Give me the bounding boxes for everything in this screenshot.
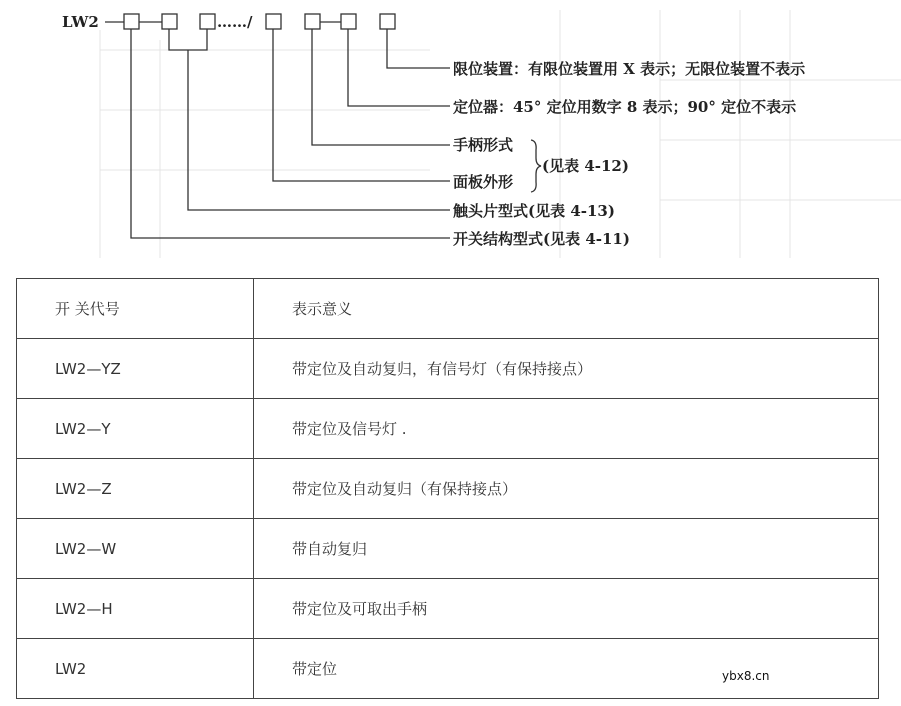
code-dots: ……/: [217, 13, 253, 31]
label-panel-shape: 面板外形: [453, 173, 514, 191]
table-row: [17, 399, 879, 459]
cell-meaning: 带自动复归: [254, 519, 879, 579]
cell-meaning: 带定位及自动复归，有信号灯（有保持接点）: [254, 339, 879, 399]
cell-code: LW2: [17, 639, 254, 699]
cell-meaning: 带定位及信号灯 .: [254, 399, 879, 459]
cell-code: LW2—W: [17, 519, 254, 579]
label-positioner: 定位器：45° 定位用数字 8 表示；90° 定位不表示: [453, 98, 797, 116]
code-box-2: [162, 14, 177, 29]
leader-limit-device: [387, 29, 450, 68]
leader-contact-piece: [188, 50, 450, 210]
code-box-4: [266, 14, 281, 29]
cell-meaning: 带定位及可取出手柄: [254, 579, 879, 639]
bracket-contact-piece: [169, 29, 207, 50]
code-box-1: [124, 14, 139, 29]
header-meaning: 表示意义: [254, 279, 879, 339]
label-switch-structure: 开关结构型式(见表 4-11): [453, 230, 630, 248]
header-switch-code: 开 关代号: [17, 279, 254, 339]
model-code-diagram: [0, 0, 901, 262]
label-handle-form: 手柄形式: [453, 136, 514, 154]
code-prefix: LW2: [62, 13, 99, 31]
code-box-7: [380, 14, 395, 29]
cell-meaning: 带定位: [254, 639, 879, 699]
code-box-3: [200, 14, 215, 29]
table-row: [17, 579, 879, 639]
table-row: [17, 459, 879, 519]
cell-code: LW2—Z: [17, 459, 254, 519]
brace-note: (见表 4-12): [542, 157, 629, 175]
leader-switch-structure: [131, 29, 450, 238]
cell-code: LW2—H: [17, 579, 254, 639]
code-box-5: [305, 14, 320, 29]
code-box-6: [341, 14, 356, 29]
cell-code: LW2—Y: [17, 399, 254, 459]
table-header-row: [17, 279, 879, 339]
leader-panel-shape: [273, 29, 450, 181]
label-limit-device: 限位装置：有限位装置用 X 表示；无限位装置不表示: [453, 60, 806, 78]
brace: [531, 140, 541, 192]
watermark: ybx8.cn: [722, 669, 770, 683]
table-row: [17, 339, 879, 399]
label-contact-piece: 触头片型式(见表 4-13): [453, 202, 615, 220]
leader-handle-form: [312, 29, 450, 145]
table-row: [17, 519, 879, 579]
switch-code-table: [16, 278, 879, 699]
cell-code: LW2—YZ: [17, 339, 254, 399]
cell-meaning: 带定位及自动复归（有保持接点）: [254, 459, 879, 519]
